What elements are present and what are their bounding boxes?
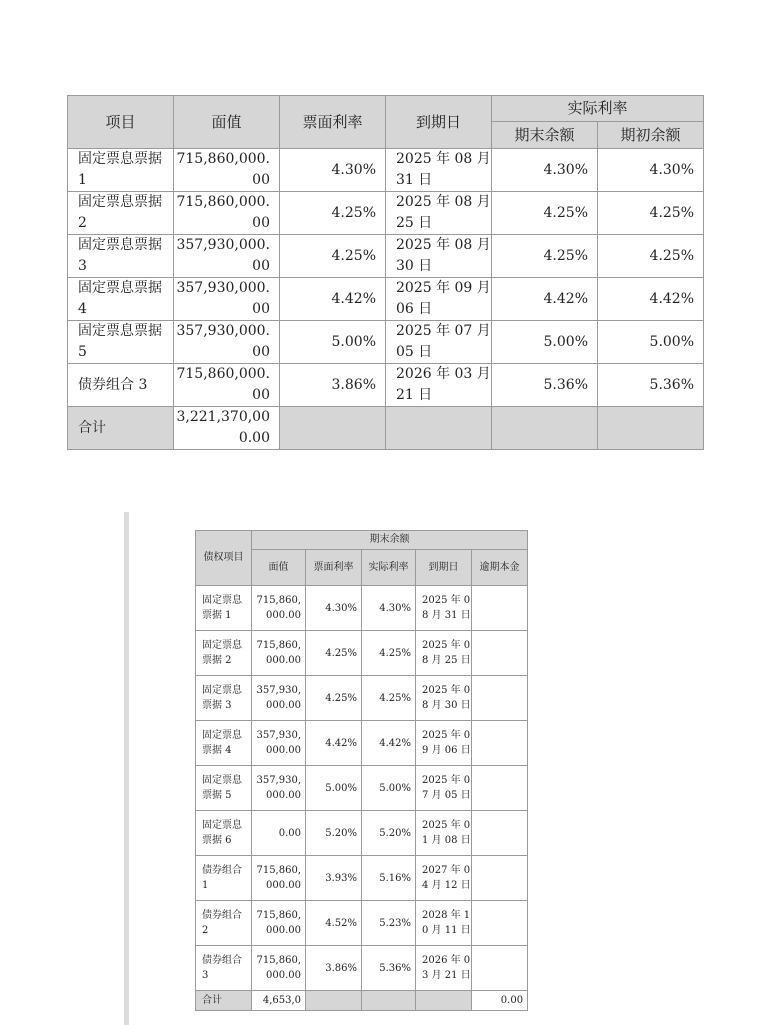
row-coupon-rate: 3.86% [280, 364, 386, 407]
bond-rate-table [67, 95, 704, 450]
row-coupon-rate: 4.25% [306, 676, 362, 721]
row-maturity: 2025 年 08 月 31 日 [386, 149, 492, 192]
total-empty-cell [280, 407, 386, 450]
row-item: 固定票息票据 5 [68, 321, 174, 364]
row-overdue [472, 586, 528, 631]
row-item: 固定票息票据 1 [196, 586, 252, 631]
total-empty-cell [386, 407, 492, 450]
row-actual-rate: 5.16% [362, 856, 416, 901]
row-item: 固定票息票据 4 [196, 721, 252, 766]
row-coupon-rate: 4.30% [280, 149, 386, 192]
row-maturity: 2025 年 07 月 05 日 [416, 766, 472, 811]
row-face-value: 715,860,000.00 [252, 946, 306, 991]
row-opening-rate: 4.25% [598, 192, 704, 235]
header-actual-rate: 实际利率 [362, 550, 416, 586]
total-empty-cell [492, 407, 598, 450]
row-ending-rate: 4.25% [492, 235, 598, 278]
row-face-value: 715,860,000.00 [252, 901, 306, 946]
row-face-value: 715,860,000.00 [174, 364, 280, 407]
table-row [68, 364, 704, 407]
row-coupon-rate: 3.93% [306, 856, 362, 901]
row-maturity: 2025 年 08 月 25 日 [386, 192, 492, 235]
row-item: 债券组合 3 [196, 946, 252, 991]
total-label: 合计 [68, 407, 174, 450]
row-coupon-rate: 4.52% [306, 901, 362, 946]
row-actual-rate: 5.20% [362, 811, 416, 856]
header-item: 项目 [68, 96, 174, 149]
total-row [68, 407, 704, 450]
total-overdue: 0.00 [472, 991, 528, 1011]
table-row [196, 586, 528, 631]
row-coupon-rate: 5.20% [306, 811, 362, 856]
row-coupon-rate: 5.00% [306, 766, 362, 811]
row-actual-rate: 4.30% [362, 586, 416, 631]
row-item: 固定票息票据 2 [68, 192, 174, 235]
row-overdue [472, 676, 528, 721]
table-row [196, 856, 528, 901]
row-coupon-rate: 4.25% [280, 235, 386, 278]
row-maturity: 2025 年 07 月 05 日 [386, 321, 492, 364]
row-face-value: 357,930,000.00 [174, 321, 280, 364]
total-face-value: 4,653,0 [252, 991, 306, 1011]
row-face-value: 357,930,000.00 [252, 766, 306, 811]
row-maturity: 2025 年 01 月 08 日 [416, 811, 472, 856]
total-face-value: 3,221,370,000.00 [174, 407, 280, 450]
row-actual-rate: 5.36% [362, 946, 416, 991]
table-row [68, 149, 704, 192]
row-overdue [472, 811, 528, 856]
row-coupon-rate: 5.00% [280, 321, 386, 364]
table-row [68, 278, 704, 321]
row-coupon-rate: 4.42% [306, 721, 362, 766]
row-actual-rate: 4.25% [362, 631, 416, 676]
row-opening-rate: 4.42% [598, 278, 704, 321]
row-opening-rate: 5.36% [598, 364, 704, 407]
table-row [196, 811, 528, 856]
row-overdue [472, 721, 528, 766]
row-overdue [472, 766, 528, 811]
row-item: 债券组合 1 [196, 856, 252, 901]
row-face-value: 0.00 [252, 811, 306, 856]
row-coupon-rate: 4.42% [280, 278, 386, 321]
row-face-value: 357,930,000.00 [174, 278, 280, 321]
row-face-value: 357,930,000.00 [252, 721, 306, 766]
row-overdue [472, 631, 528, 676]
table-row [196, 631, 528, 676]
row-face-value: 715,860,000.00 [252, 856, 306, 901]
header-maturity: 到期日 [386, 96, 492, 149]
table-row [196, 946, 528, 991]
row-item: 固定票息票据 6 [196, 811, 252, 856]
header-face-value: 面值 [252, 550, 306, 586]
total-label: 合计 [196, 991, 252, 1011]
header-coupon-rate: 票面利率 [280, 96, 386, 149]
total-empty-cell [598, 407, 704, 450]
row-maturity: 2025 年 08 月 30 日 [386, 235, 492, 278]
header-actual-rate: 实际利率 [492, 96, 704, 122]
header-face-value: 面值 [174, 96, 280, 149]
table-row [196, 766, 528, 811]
table-row [196, 676, 528, 721]
row-coupon-rate: 3.86% [306, 946, 362, 991]
row-face-value: 715,860,000.00 [252, 586, 306, 631]
row-item: 固定票息票据 5 [196, 766, 252, 811]
table-row [196, 901, 528, 946]
row-item: 固定票息票据 2 [196, 631, 252, 676]
row-coupon-rate: 4.25% [306, 631, 362, 676]
row-overdue [472, 946, 528, 991]
row-maturity: 2025 年 09 月 06 日 [416, 721, 472, 766]
debt-investment-table [195, 530, 528, 1011]
row-face-value: 357,930,000.00 [174, 235, 280, 278]
row-overdue [472, 856, 528, 901]
table-row [68, 321, 704, 364]
row-ending-rate: 4.30% [492, 149, 598, 192]
row-opening-rate: 4.25% [598, 235, 704, 278]
row-actual-rate: 4.42% [362, 721, 416, 766]
page-edge-bar [124, 512, 129, 1025]
row-coupon-rate: 4.25% [280, 192, 386, 235]
table-row [196, 721, 528, 766]
row-maturity: 2025 年 08 月 31 日 [416, 586, 472, 631]
row-item: 固定票息票据 4 [68, 278, 174, 321]
row-item: 固定票息票据 3 [196, 676, 252, 721]
row-face-value: 357,930,000.00 [252, 676, 306, 721]
row-item: 固定票息票据 3 [68, 235, 174, 278]
total-empty-cell [362, 991, 416, 1011]
row-face-value: 715,860,000.00 [252, 631, 306, 676]
row-maturity: 2027 年 04 月 12 日 [416, 856, 472, 901]
row-maturity: 2025 年 08 月 30 日 [416, 676, 472, 721]
row-maturity: 2026 年 03 月 21 日 [416, 946, 472, 991]
row-opening-rate: 4.30% [598, 149, 704, 192]
row-maturity: 2026 年 03 月 21 日 [386, 364, 492, 407]
header-ending-balance-group: 期末余额 [252, 531, 528, 550]
row-actual-rate: 4.25% [362, 676, 416, 721]
row-maturity: 2025 年 08 月 25 日 [416, 631, 472, 676]
row-actual-rate: 5.23% [362, 901, 416, 946]
header-coupon-rate: 票面利率 [306, 550, 362, 586]
total-row [196, 991, 528, 1011]
row-actual-rate: 5.00% [362, 766, 416, 811]
row-item: 债券组合 3 [68, 364, 174, 407]
header-opening-balance: 期初余额 [598, 122, 704, 149]
row-maturity: 2028 年 10 月 11 日 [416, 901, 472, 946]
header-maturity: 到期日 [416, 550, 472, 586]
row-overdue [472, 901, 528, 946]
row-coupon-rate: 4.30% [306, 586, 362, 631]
table-row [68, 235, 704, 278]
total-empty-cell [306, 991, 362, 1011]
header-overdue-principal: 逾期本金 [472, 550, 528, 586]
header-ending-balance: 期末余额 [492, 122, 598, 149]
header-debt-item: 债权项目 [196, 531, 252, 586]
row-ending-rate: 4.42% [492, 278, 598, 321]
row-item: 债券组合 2 [196, 901, 252, 946]
row-opening-rate: 5.00% [598, 321, 704, 364]
row-ending-rate: 4.25% [492, 192, 598, 235]
total-empty-cell [416, 991, 472, 1011]
row-ending-rate: 5.00% [492, 321, 598, 364]
row-face-value: 715,860,000.00 [174, 149, 280, 192]
row-item: 固定票息票据 1 [68, 149, 174, 192]
row-face-value: 715,860,000.00 [174, 192, 280, 235]
row-ending-rate: 5.36% [492, 364, 598, 407]
row-maturity: 2025 年 09 月 06 日 [386, 278, 492, 321]
table-row [68, 192, 704, 235]
